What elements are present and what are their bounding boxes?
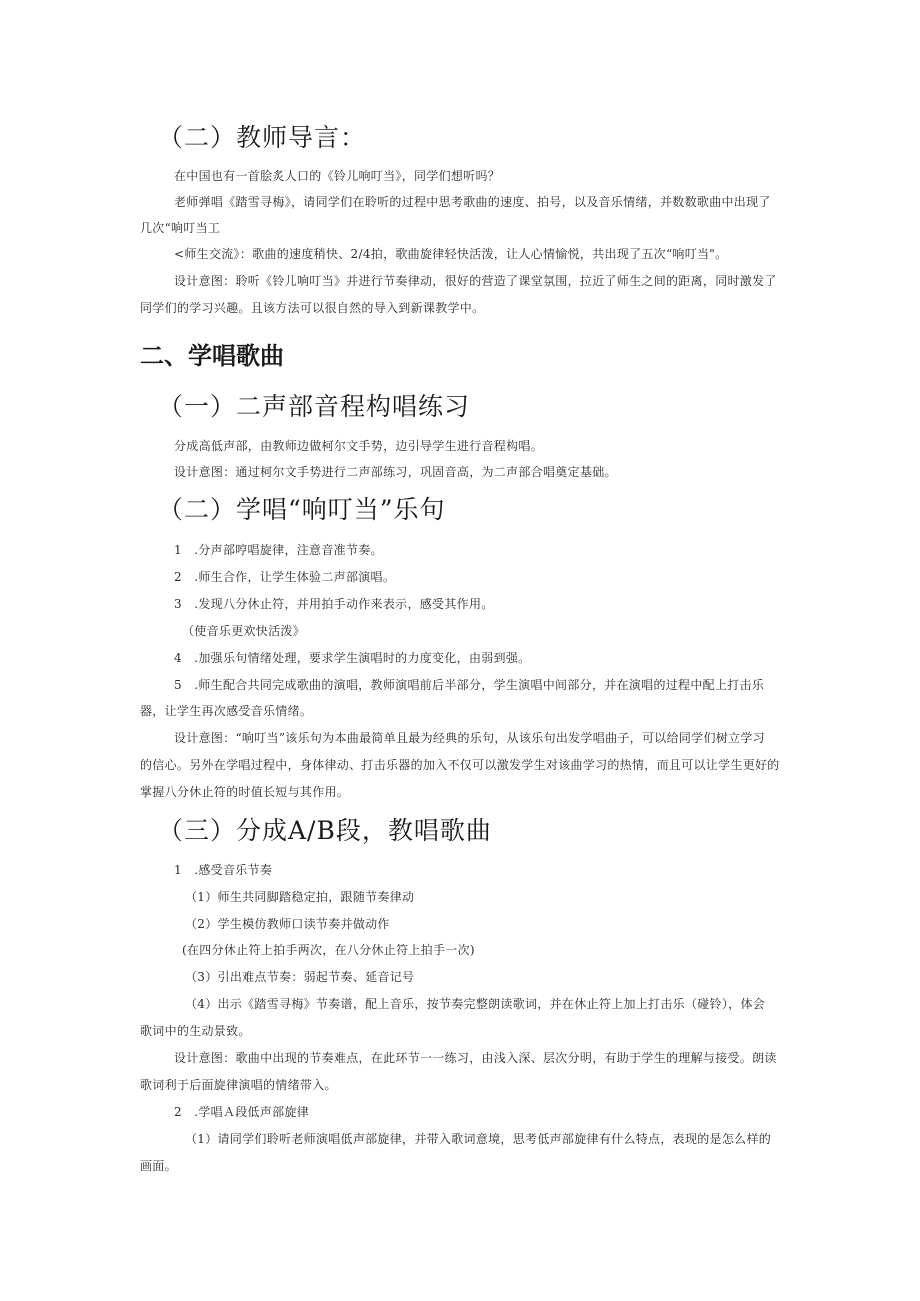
paragraph-line: (在四分休止符上拍手两次，在八分休止符上拍手一次): [182, 943, 475, 957]
list-item: （2）学生模仿教师口读节奏并做动作: [185, 917, 390, 931]
paragraph-line: 器，让学生再次感受音乐情绪。: [140, 704, 313, 718]
section-heading-learn-phrase: （二）学唱“响叮当”乐句: [158, 495, 446, 524]
list-item: 1 .分声部哼唱旋律，注意音准节奏。: [174, 543, 383, 557]
list-item: 2 .学唱Ａ段低声部旋律: [174, 1105, 310, 1119]
paragraph-line: 设计意图：通过柯尔文手势进行二声部练习，巩固音高，为二声部合唱奠定基础。: [174, 465, 617, 479]
paragraph-line: 设计意图：歌曲中出现的节奏难点，在此环节一一练习，由浅入深、层次分明，有助于学生的理解与接受。朗读: [174, 1051, 777, 1065]
section-heading-interval-practice: （一）二声部音程构唱练习: [158, 392, 471, 421]
list-item: 4 .加强乐句情绪处理，要求学生演唱时的力度变化，由弱到强。: [174, 651, 531, 665]
paragraph-line: 掌握八分休止符的时值长短与其作用。: [140, 785, 350, 799]
list-item: 1 .感受音乐节奏: [174, 863, 273, 877]
paragraph-line: 歌词利于后面旋律演唱的情绪带入。: [140, 1078, 337, 1092]
paragraph-line: <师生交流》：歌曲的速度稍快、2/4拍，歌曲旋律轻快活泼，让人心情愉悦，共出现了五次“响叮当"。: [174, 247, 728, 261]
paragraph-line: 歌词中的生动景致。: [140, 1024, 251, 1038]
list-item: （3）引出难点节奏：弱起节奏、延音记号: [185, 970, 415, 984]
list-item: （1）请同学们聆听老师演唱低声部旋律，并带入歌词意境，思考低声部旋律有什么特点，表现的是怎么样的: [185, 1132, 772, 1146]
paragraph-line: 画面。: [140, 1159, 177, 1173]
list-item: 2 .师生合作，让学生体验二声部演唱。: [174, 570, 396, 584]
paragraph-line: 设计意图：聆听《铃儿响叮当》并进行节奏律动，很好的营造了课堂氛围，拉近了师生之间的距离，同时激发了: [174, 274, 777, 288]
paragraph-line: 老师弹唱《踏雪寻梅》，请同学们在聆听的过程中思考歌曲的速度、拍号，以及音乐情绪，并数数歌曲中出现了: [174, 195, 771, 209]
paragraph-line: 同学们的学习兴趣。且该方法可以很自然的导入到新课教学中。: [140, 301, 485, 315]
paragraph-line: （使音乐更欢快活泼》: [182, 624, 306, 638]
paragraph-line: 在中国也有一首脍炙人口的《铃儿响叮当》，同学们想听吗？: [174, 169, 501, 183]
paragraph-line: 设计意图：“响叮当”该乐句为本曲最简单且最为经典的乐句，从该乐句出发学唱曲子，可以给同学们树立学习: [174, 731, 765, 745]
paragraph-line: 的信心。另外在学唱过程中，身体律动、打击乐器的加入不仅可以激发学生对该曲学习的热情，而且可以让学生更好的: [140, 758, 780, 772]
chapter-heading-learn-song: 二、学唱歌曲: [140, 342, 284, 370]
section-heading-ab-sections: （三）分成A/B段，教唱歌曲: [158, 816, 492, 845]
list-item: （4）出示《踏雪寻梅》节奏谱，配上音乐，按节奏完整朗读歌词，并在休止符上加上打击乐（碰铃），体会: [185, 997, 766, 1011]
paragraph-line: 分成高低声部，由教师边做柯尔文手势，边引导学生进行音程构唱。: [174, 439, 544, 453]
section-heading-teacher-intro: （二）教师导言：: [158, 123, 367, 152]
list-item: （1）师生共同脚踏稳定拍，跟随节奏律动: [185, 890, 415, 904]
list-item: 5 .师生配合共同完成歌曲的演唱，教师演唱前后半部分，学生演唱中间部分，并在演唱的过程中配上打击乐: [174, 678, 765, 692]
list-item: 3 .发现八分休止符，并用拍手动作来表示，感受其作用。: [174, 597, 494, 611]
paragraph-line: 几次“响叮当工: [140, 221, 221, 235]
